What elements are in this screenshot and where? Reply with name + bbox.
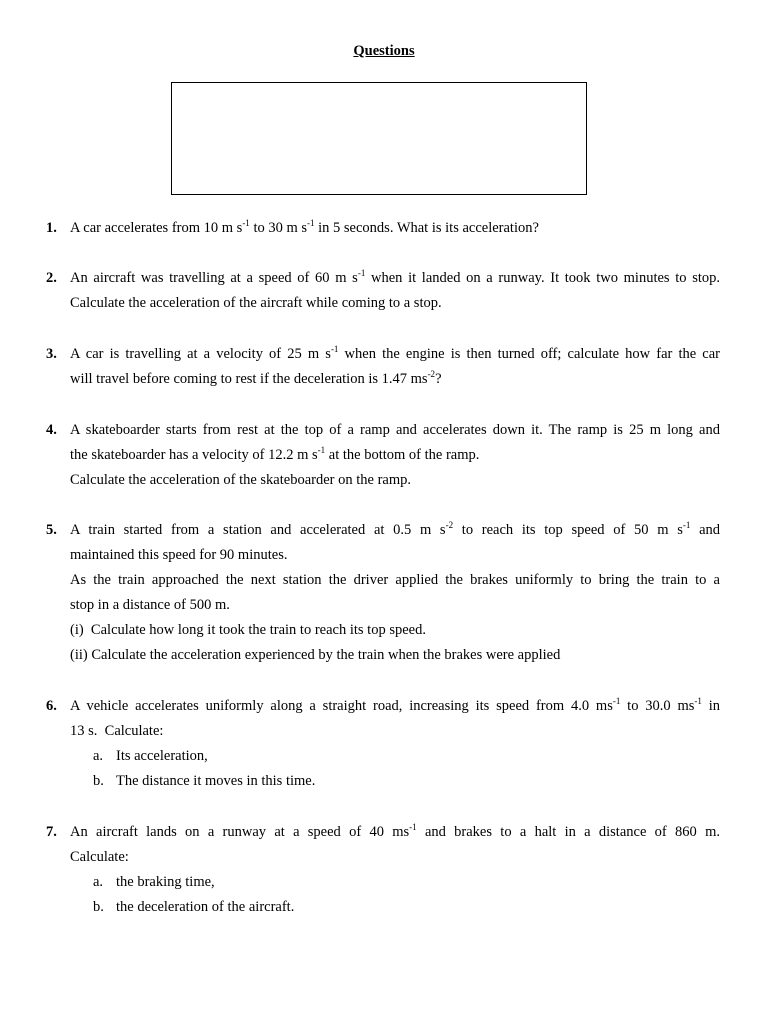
answer-box (171, 82, 587, 195)
question-line: A car accelerates from 10 m $s^{-1}$ to 30 m $s^{-1}$ in 5 seconds. What is its acceleration? (70, 218, 539, 236)
list-item (70, 895, 720, 920)
list-item-label: b. (93, 773, 104, 789)
question-line: A skateboarder starts from rest at the top of a ramp and accelerates down it. The ramp is 25 m long and (70, 422, 720, 438)
question-line: 13 s. Calculate: (70, 723, 164, 739)
list-item (70, 744, 720, 769)
question-line: will travel before coming to rest if the deceleration is 1.47 $ms^{-2}$? (70, 369, 442, 387)
question-text (70, 216, 720, 241)
page-title: Questions (353, 43, 415, 59)
question-line: maintained this speed for 90 minutes. (70, 547, 288, 563)
question-subpart: (i) Calculate how long it took the train to reach its top speed. (70, 622, 426, 638)
list-item-label: a. (93, 748, 104, 764)
question-text (70, 266, 720, 316)
list-item-label: b. (93, 899, 104, 915)
question-line: stop in a distance of 500 m. (70, 597, 230, 613)
list-item-text: the braking time, (116, 874, 215, 890)
question-text (70, 418, 720, 493)
question-text (70, 518, 720, 668)
question-number: 3. (46, 346, 57, 362)
question-line: Calculate the acceleration of the aircraft while coming to a stop. (70, 295, 442, 311)
question-number: 1. (46, 220, 57, 236)
question-line: A vehicle accelerates uniformly along a straight road, increasing its speed from 4.0 $ms^{-1}$ to 30.0 $ms^{-1}$ in (70, 696, 720, 714)
question-text (70, 694, 720, 794)
list-item-text: the deceleration of the aircraft. (116, 899, 295, 915)
question-line: An aircraft lands on a runway at a speed of 40 $ms^{-1}$ and brakes to a halt in a distance of 860 m. (70, 822, 720, 840)
question-line: Calculate: (70, 849, 129, 865)
question-line: Calculate the acceleration of the skateboarder on the ramp. (70, 472, 411, 488)
list-item-text: Its acceleration, (116, 748, 208, 764)
list-item-label: a. (93, 874, 104, 890)
question-line: A train started from a station and accelerated at 0.5 m $s^{-2}$ to reach its top speed of 50 m $s^{-1}$ and (70, 520, 721, 538)
question-text (70, 820, 720, 920)
question-subpart: (ii) Calculate the acceleration experienced by the train when the brakes were applied (70, 647, 561, 663)
question-line: A car is travelling at a velocity of 25 m $s^{-1}$ when the engine is then turned off; calculate how far the car (70, 344, 721, 362)
list-item (70, 769, 720, 794)
question-number: 5. (46, 522, 57, 538)
question-number: 6. (46, 698, 57, 714)
list-item (70, 870, 720, 895)
question-text (70, 342, 720, 392)
question-line: the skateboarder has a velocity of 12.2 m $s^{-1}$ at the bottom of the ramp. (70, 445, 480, 463)
question-number: 2. (46, 270, 57, 286)
question-line: An aircraft was travelling at a speed of 60 m $s^{-1}$ when it landed on a runway. It took two minutes to stop. (70, 268, 720, 286)
list-item-text: The distance it moves in this time. (116, 773, 316, 789)
question-line: As the train approached the next station the driver applied the brakes uniformly to bring the train to a (70, 572, 720, 588)
question-number: 7. (46, 824, 57, 840)
question-number: 4. (46, 422, 57, 438)
